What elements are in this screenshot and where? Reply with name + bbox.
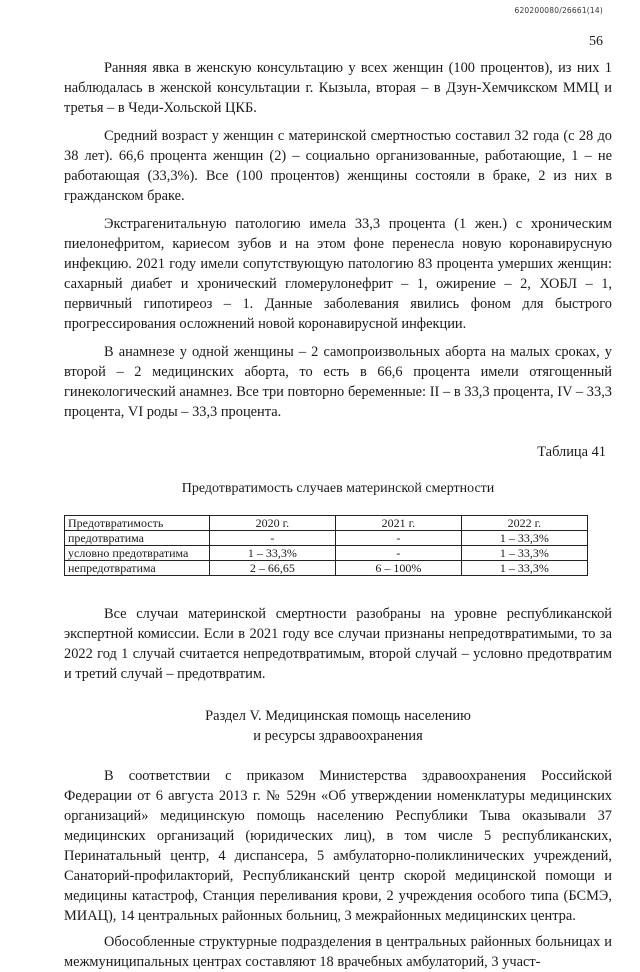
preventability-table xyxy=(64,515,588,576)
section-title-line-2: и ресурсы здравоохранения xyxy=(253,728,423,744)
cell-2020: 1 – 33,3% xyxy=(209,546,335,561)
document-body xyxy=(64,58,612,972)
row-label: условно предотвратима xyxy=(65,546,210,561)
cell-2021: - xyxy=(335,531,461,546)
table-row xyxy=(65,561,588,576)
cell-2020: - xyxy=(209,531,335,546)
header-year-2020: 2020 г. xyxy=(209,516,335,531)
cell-2021: - xyxy=(335,546,461,561)
table-row xyxy=(65,531,588,546)
header-year-2022: 2022 г. xyxy=(461,516,587,531)
page-number: 56 xyxy=(589,34,603,49)
paragraph-average-age: Средний возраст у женщин с материнской смертностью составил 32 года (с 28 до 38 лет). 66,6 процента женщин (2) – социально организованные, работающие, 1 – не работающая (33,3%). Все (100 процентов) женщины состояли в браке, 2 из них в гражданском браке. xyxy=(64,128,612,204)
document-id: 620200080/26661(14) xyxy=(514,6,603,15)
cell-2022: 1 – 33,3% xyxy=(461,561,587,576)
paragraph-structural-units: Обособленные структурные подразделения в центральных районных больницах и межмуниципальных центрах составляют 18 врачебных амбулаторий, 3 участ- xyxy=(64,934,612,970)
table-number: Таблица 41 xyxy=(537,444,606,460)
paragraph-anamnesis: В анамнезе у одной женщины – 2 самопроизвольных аборта на малых сроках, у второй – 2 медицинских аборта, то есть в 66,6 процента имели отягощенный гинекологический анамнез. Все три повторно беременные: II – в 33,3 процента, IV – 33,3 процента, VI роды – 33,3 процента. xyxy=(64,344,612,420)
cell-2022: 1 – 33,3% xyxy=(461,546,587,561)
paragraph-pathology: Экстрагенитальную патологию имела 33,3 процента (1 жен.) с хроническим пиелонефритом, кариесом зубов и на этом фоне перенесла новую коронавирусную инфекцию. 2021 году имели сопутствующую патологию 83 процента умерших женщин: сахарный диабет и хронический гломерулонефрит – 1, ожирение – 2, ХОБЛ – 1, первичный гипотиреоз – 1. Данные заболевания явились фоном для быстрого прогрессирования осложнений новой коронавирусной инфекции. xyxy=(64,216,612,332)
table-row xyxy=(65,546,588,561)
section-title xyxy=(64,706,612,746)
table-title: Предотвратимость случаев материнской смертности xyxy=(181,481,495,496)
cell-2021: 6 – 100% xyxy=(335,561,461,576)
cell-2022: 1 – 33,3% xyxy=(461,531,587,546)
row-label: непредотвратима xyxy=(65,561,210,576)
paragraph-early-visit: Ранняя явка в женскую консультацию у всех женщин (100 процентов), из них 1 наблюдалась в женской консультации г. Кызыла, вторая – в Дзун-Хемчикском ММЦ и третья – в Чеди-Хольской ЦКБ. xyxy=(64,60,612,116)
row-label: предотвратима xyxy=(65,531,210,546)
header-preventability: Предотвратимость xyxy=(65,516,210,531)
paragraph-order-529n: В соответствии с приказом Министерства здравоохранения Российской Федерации от 6 августа 2013 г. № 529н «Об утверждении номенклатуры медицинских организаций» медицинскую помощь населению Республики Тыва оказывали 37 медицинских организаций (юридических лиц), в том числе 5 республиканских, Перинатальный центр, 4 диспансера, 5 амбулаторно-поликлинических учреждений, Санаторий-профилакторий, Республиканский центр скорой медицинской помощи и медицины катастроф, Станция переливания крови, 2 учреждения особого типа (БСМЭ, МИАЦ), 14 центральных районных больниц, 3 межрайонных медицинских центра. xyxy=(64,768,612,924)
header-year-2021: 2021 г. xyxy=(335,516,461,531)
paragraph-expert-commission: Все случаи материнской смертности разобраны на уровне республиканской экспертной комиссии. Если в 2021 году все случаи признаны непредотвратимыми, то за 2022 год 1 случай считается непредотвратимым, второй случай – условно предотвратим и третий случай – предотвратим. xyxy=(64,606,612,682)
section-title-line-1: Раздел V. Медицинская помощь населению xyxy=(205,708,471,724)
table-header-row xyxy=(65,516,588,531)
cell-2020: 2 – 66,65 xyxy=(209,561,335,576)
